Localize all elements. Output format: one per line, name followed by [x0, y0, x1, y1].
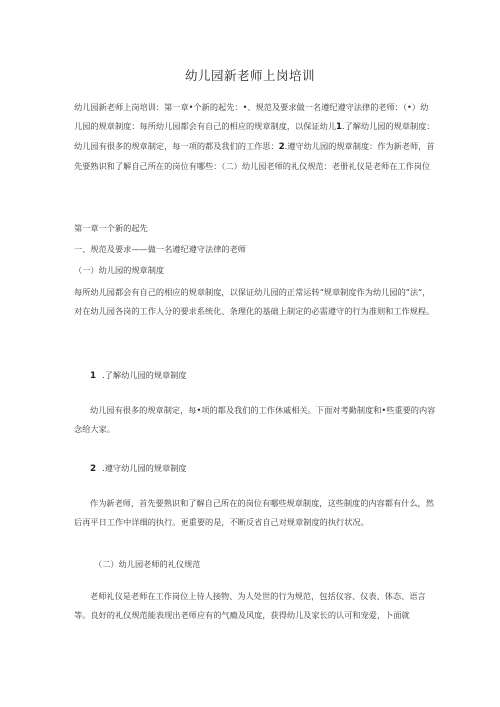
chapter-heading: 第一章一个新的起先	[74, 223, 148, 233]
item-one-body: 幼儿园有很多的规章制定，每•项的都及我们的工作休戚相关。下面对考勤制度和•些重要的内容念给大家。	[74, 405, 436, 434]
intro-text-1: 幼儿园新老师上岗培训：第一章•个新的起先：•、规范及要求做一名遵纪遵守法律的老师：（•）幼儿园的规章制度：每所幼儿园都会有自己的相应的规章制度，以保证幼儿	[74, 102, 429, 131]
item-two-number: 2	[90, 464, 97, 474]
intro-text-2: .了解幼儿园的规章制度：幼儿园有很多的规章制定，每一项的都及我们的工作思：	[74, 121, 435, 151]
item-one-title: .了解幼儿园的规章制度	[102, 370, 187, 380]
item-one-number: 1	[90, 371, 97, 381]
intro-number-1: 1	[336, 122, 342, 132]
item-one-heading	[90, 370, 187, 381]
item-two-body: 作为新老师，首先要熟识和了解自己所在的岗位有哪些规章制度，这些制度的内容都有什么，然后再平日工作中详细的执行。更重要的是，不断反省自己对规章制度的执行状况。	[74, 498, 434, 527]
subsection-two-heading: （二）幼儿园老师的礼仪规范	[94, 559, 201, 569]
document-title: 幼儿园新老师上岗培训	[184, 68, 315, 83]
subsection-one-body: 每所幼儿园都会有自己的相应的规章制度，以保证幼儿园的正常运转“规章制度作为幼儿园的“法”，对在幼儿园各岗的工作人分的要求系统化、条理化的基础上制定的必需遵守的行为准则和工作规程。	[74, 287, 435, 316]
intro-paragraph	[74, 98, 436, 176]
section-one-heading: 一、规范及要求——做一名遵纪遵守法律的老师	[74, 244, 246, 254]
item-two-heading	[90, 463, 187, 474]
subsection-two-body: 老师礼仪是老师在工作岗位上待人接物、为人处世的行为规范，包括仪容、仪表、体态、语言等。良好的礼仪规范能表现出老师应有的气瘾及风度，获得幼儿及家长的认可和宠爱，卜面就	[74, 591, 426, 620]
intro-text-3: .遵守幼儿园的规章制度：作为新老师，首先要熟识和了解自己所在的岗位有哪些：（二）幼儿园老师的礼仪规范：老册礼仪是老师在工作岗位	[74, 141, 435, 171]
subsection-one-heading: （一）幼儿园的规章制度	[74, 265, 165, 275]
intro-number-2: 2	[278, 142, 285, 152]
item-two-title: .遵守幼儿园的规章制度	[102, 463, 187, 473]
